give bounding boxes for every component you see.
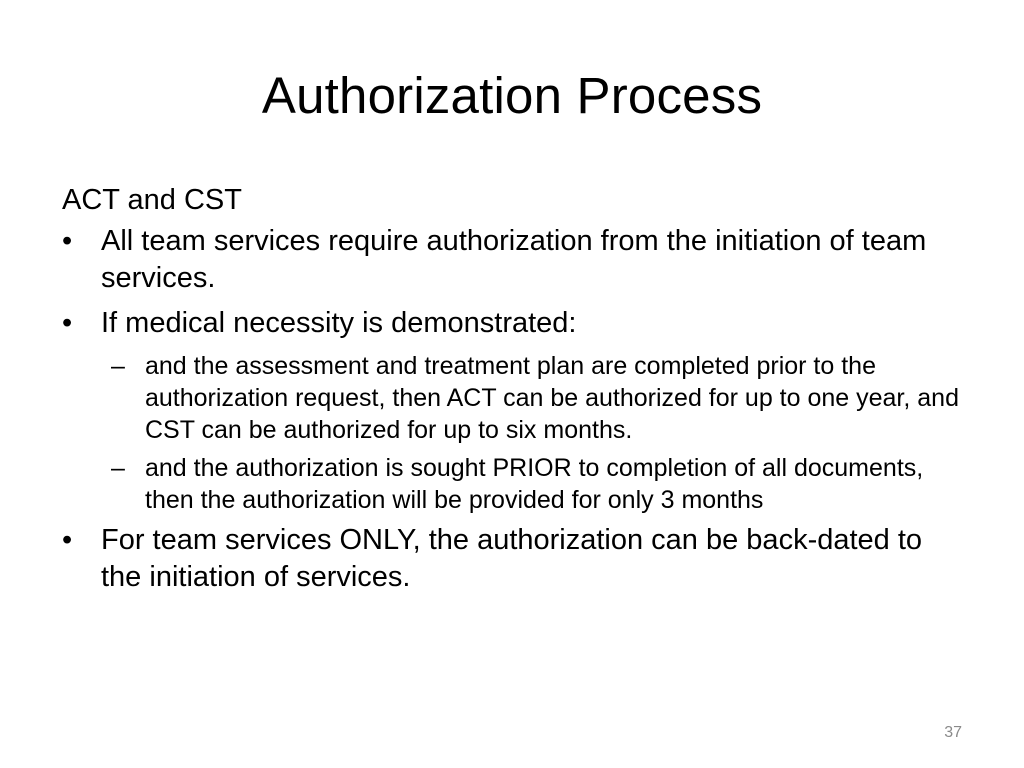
subbullet-text: and the assessment and treatment plan are completed prior to the authorization request, then ACT can be authorized for up to one year, and CST can be authorized for up to six months. [145, 352, 959, 444]
page-number: 37 [944, 724, 962, 741]
bullet-item [62, 305, 962, 342]
slide-title: Authorization Process [261, 67, 763, 124]
bullet-text: For team services ONLY, the authorization can be back-dated to the initiation of services. [101, 524, 923, 593]
bullet-item [62, 223, 962, 297]
subbullet-marker: – [111, 352, 125, 380]
subbullet-item [62, 350, 962, 446]
subbullet-item [62, 452, 962, 516]
bullet-text: If medical necessity is demonstrated: [101, 307, 577, 339]
subbullet-marker: – [111, 454, 125, 482]
bullet-text: All team services require authorization from the initiation of team services. [101, 225, 927, 294]
slide-body [62, 181, 962, 604]
subbullet-text: and the authorization is sought PRIOR to completion of all documents, then the authorization will be provided for only 3 months [145, 454, 924, 514]
intro-text: ACT and CST [62, 184, 242, 216]
bullet-marker: • [62, 225, 73, 257]
bullet-marker: • [62, 307, 73, 339]
bullet-item [62, 522, 962, 596]
bullet-marker: • [62, 524, 73, 556]
